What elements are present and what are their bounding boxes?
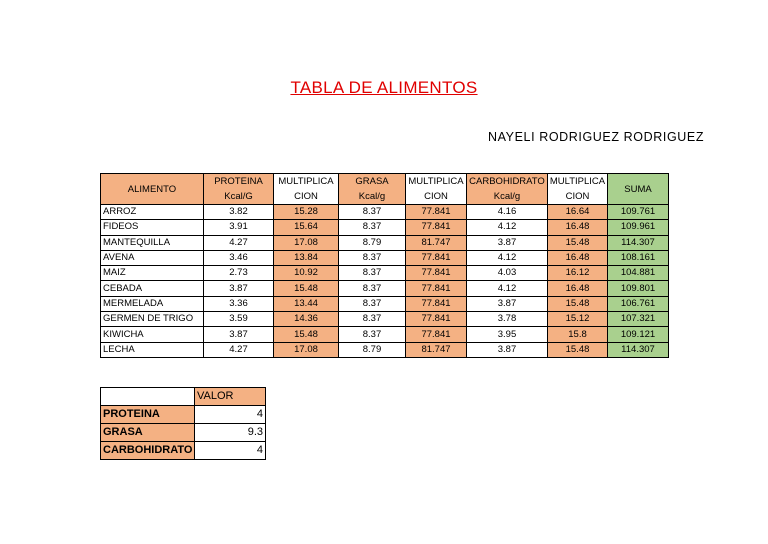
- food-table-header: [101, 174, 669, 205]
- header-label: MULTIPLICA: [278, 176, 334, 187]
- carb-value: 3.95: [467, 327, 548, 342]
- table-row: [101, 442, 266, 460]
- header-label: MULTIPLICA: [549, 176, 606, 187]
- carb-value: 3.87: [467, 235, 548, 250]
- value-cell: 4: [195, 442, 266, 460]
- carb-multiplication: 15.12: [548, 312, 608, 327]
- carb-multiplication: 16.48: [548, 250, 608, 265]
- carb-value: 3.87: [467, 296, 548, 311]
- protein-multiplication: 15.64: [274, 220, 339, 235]
- table-row: [101, 281, 669, 296]
- food-table: [100, 173, 669, 358]
- fat-multiplication: 77.841: [406, 281, 467, 296]
- fat-value: 8.37: [339, 312, 406, 327]
- table-row: [101, 327, 669, 342]
- protein-value: 4.27: [204, 235, 274, 250]
- protein-value: 3.46: [204, 250, 274, 265]
- protein-value: 2.73: [204, 266, 274, 281]
- protein-multiplication: 13.44: [274, 296, 339, 311]
- fat-value: 8.37: [339, 250, 406, 265]
- value-label: CARBOHIDRATO: [101, 442, 195, 460]
- carb-multiplication: 16.48: [548, 220, 608, 235]
- fat-multiplication: 77.841: [406, 220, 467, 235]
- value-cell: 4: [195, 406, 266, 424]
- carb-value: 4.16: [467, 205, 548, 220]
- values-header-blank: [101, 388, 195, 406]
- carb-multiplication: 15.48: [548, 342, 608, 357]
- table-row: [101, 220, 669, 235]
- fat-value: 8.79: [339, 342, 406, 357]
- protein-value: 3.82: [204, 205, 274, 220]
- fat-multiplication: 77.841: [406, 266, 467, 281]
- table-row: [101, 235, 669, 250]
- sum-value: 114.307: [608, 342, 669, 357]
- protein-multiplication: 15.48: [274, 281, 339, 296]
- carb-multiplication: 16.48: [548, 281, 608, 296]
- carb-multiplication: 15.8: [548, 327, 608, 342]
- fat-value: 8.37: [339, 205, 406, 220]
- author-name: NAYELI RODRIGUEZ RODRIGUEZ: [488, 130, 705, 144]
- fat-multiplication: 77.841: [406, 250, 467, 265]
- fat-multiplication: 77.841: [406, 312, 467, 327]
- fat-multiplication: 77.841: [406, 327, 467, 342]
- table-row: [101, 250, 669, 265]
- food-name: MAIZ: [101, 266, 204, 281]
- protein-value: 3.36: [204, 296, 274, 311]
- carb-multiplication: 16.64: [548, 205, 608, 220]
- food-name: ARROZ: [101, 205, 204, 220]
- table-row: [101, 296, 669, 311]
- header-cell: [204, 174, 274, 205]
- protein-value: 3.59: [204, 312, 274, 327]
- fat-multiplication: 77.841: [406, 205, 467, 220]
- food-name: MANTEQUILLA: [101, 235, 204, 250]
- carb-value: 4.12: [467, 220, 548, 235]
- header-label: CARBOHIDRATO: [469, 176, 545, 187]
- fat-multiplication: 77.841: [406, 296, 467, 311]
- protein-value: 3.91: [204, 220, 274, 235]
- header-cell: [608, 174, 669, 205]
- table-row: [101, 424, 266, 442]
- sum-value: 109.761: [608, 205, 669, 220]
- carb-value: 3.78: [467, 312, 548, 327]
- protein-multiplication: 10.92: [274, 266, 339, 281]
- food-name: GERMEN DE TRIGO: [101, 312, 204, 327]
- header-cell: [339, 174, 406, 205]
- carb-multiplication: 16.12: [548, 266, 608, 281]
- fat-value: 8.79: [339, 235, 406, 250]
- header-label: MULTIPLICA: [408, 176, 464, 187]
- sum-value: 109.961: [608, 220, 669, 235]
- carb-value: 4.12: [467, 250, 548, 265]
- carb-value: 3.87: [467, 342, 548, 357]
- header-unit: Kcal/G: [224, 191, 253, 202]
- value-cell: 9.3: [195, 424, 266, 442]
- table-row: [101, 406, 266, 424]
- protein-multiplication: 17.08: [274, 235, 339, 250]
- table-row: [101, 266, 669, 281]
- protein-multiplication: 13.84: [274, 250, 339, 265]
- food-name: KIWICHA: [101, 327, 204, 342]
- carb-multiplication: 15.48: [548, 296, 608, 311]
- fat-multiplication: 81.747: [406, 235, 467, 250]
- value-label: GRASA: [101, 424, 195, 442]
- values-header: VALOR: [195, 388, 266, 406]
- values-table-header: [101, 388, 266, 406]
- document-title: TABLA DE ALIMENTOS: [290, 78, 478, 97]
- header-cell: [548, 174, 608, 205]
- food-name: AVENA: [101, 250, 204, 265]
- sum-value: 108.161: [608, 250, 669, 265]
- header-unit: CION: [424, 191, 448, 202]
- protein-multiplication: 15.28: [274, 205, 339, 220]
- header-unit: CION: [565, 191, 590, 202]
- header-unit: Kcal/g: [493, 191, 521, 202]
- food-name: MERMELADA: [101, 296, 204, 311]
- protein-multiplication: 15.48: [274, 327, 339, 342]
- sum-value: 109.121: [608, 327, 669, 342]
- food-table-body: [101, 205, 669, 358]
- header-cell: [467, 174, 548, 205]
- sum-value: 107.321: [608, 312, 669, 327]
- sum-value: 104.881: [608, 266, 669, 281]
- fat-value: 8.37: [339, 281, 406, 296]
- fat-value: 8.37: [339, 296, 406, 311]
- protein-value: 4.27: [204, 342, 274, 357]
- table-row: [101, 312, 669, 327]
- food-name: LECHA: [101, 342, 204, 357]
- fat-value: 8.37: [339, 266, 406, 281]
- header-label: ALIMENTO: [127, 183, 177, 195]
- header-unit: Kcal/g: [358, 191, 386, 202]
- protein-multiplication: 17.08: [274, 342, 339, 357]
- protein-multiplication: 14.36: [274, 312, 339, 327]
- header-cell: [101, 174, 204, 205]
- sum-value: 109.801: [608, 281, 669, 296]
- header-label: GRASA: [355, 176, 389, 187]
- fat-value: 8.37: [339, 220, 406, 235]
- header-cell: [406, 174, 467, 205]
- table-row: [101, 205, 669, 220]
- header-label: SUMA: [624, 183, 652, 195]
- protein-value: 3.87: [204, 327, 274, 342]
- header-cell: [274, 174, 339, 205]
- sum-value: 114.307: [608, 235, 669, 250]
- value-label: PROTEINA: [101, 406, 195, 424]
- carb-multiplication: 15.48: [548, 235, 608, 250]
- carb-value: 4.12: [467, 281, 548, 296]
- table-row: [101, 342, 669, 357]
- food-name: CEBADA: [101, 281, 204, 296]
- food-name: FIDEOS: [101, 220, 204, 235]
- sum-value: 106.761: [608, 296, 669, 311]
- header-label: PROTEINA: [214, 176, 263, 187]
- carb-value: 4.03: [467, 266, 548, 281]
- values-table: [100, 387, 266, 460]
- header-unit: CION: [294, 191, 318, 202]
- fat-value: 8.37: [339, 327, 406, 342]
- fat-multiplication: 81.747: [406, 342, 467, 357]
- protein-value: 3.87: [204, 281, 274, 296]
